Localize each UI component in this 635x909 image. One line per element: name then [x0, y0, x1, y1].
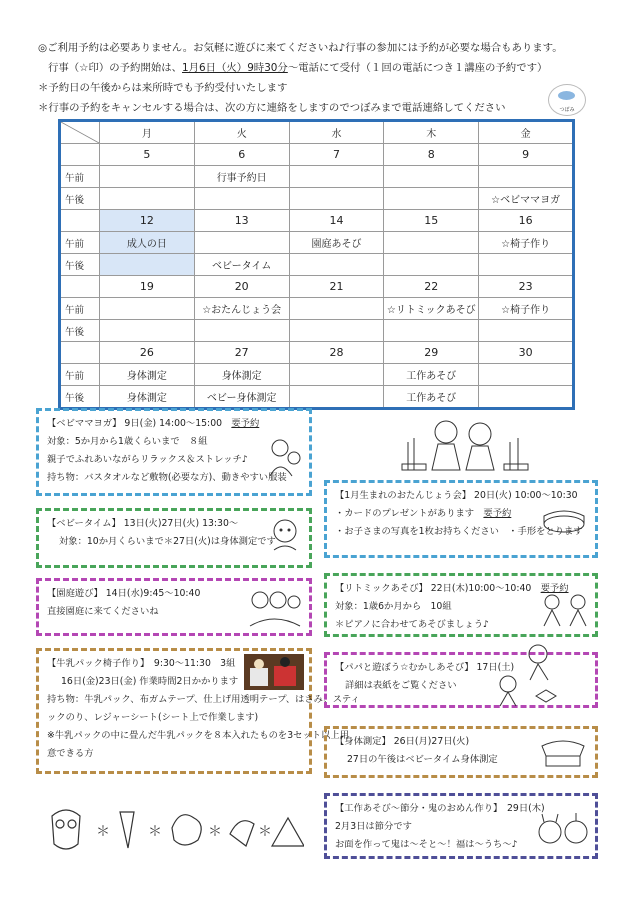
pm-label: 午後 — [60, 320, 100, 342]
event-cell — [289, 364, 384, 386]
event-cell — [384, 320, 479, 342]
event-cell — [289, 254, 384, 276]
week-1-am — [60, 166, 574, 188]
am-label: 午前 — [60, 298, 100, 320]
weekday-tue: 火 — [194, 121, 289, 144]
date-cell: 30 — [479, 342, 574, 364]
event-cell — [100, 166, 195, 188]
event-cell: 身体測定 — [194, 364, 289, 386]
event-title: 【園庭遊び】 14日(水)9:45～10:40 — [47, 588, 201, 599]
date-cell: 6 — [194, 144, 289, 166]
event-cell — [289, 320, 384, 342]
calendar-header-row — [60, 121, 574, 144]
event-cell — [384, 188, 479, 210]
date-cell: 22 — [384, 276, 479, 298]
date-cell: 7 — [289, 144, 384, 166]
event-cell: 工作あそび — [384, 386, 479, 409]
event-cell — [289, 188, 384, 210]
mother-child-illustration — [264, 436, 308, 480]
event-detail: ※牛乳パックの中に畳んだ牛乳パックを８本入れたものを3セット以上用 — [47, 730, 349, 741]
date-cell: 23 — [479, 276, 574, 298]
event-cell: ☆椅子作り — [479, 298, 574, 320]
event-title: 【リトミックあそび】 22日(木)10:00～10:40 — [335, 583, 532, 594]
event-cell — [479, 320, 574, 342]
kids-playing-illustration — [246, 586, 304, 628]
am-label: 午前 — [60, 364, 100, 386]
week-3-am — [60, 298, 574, 320]
week-4-dates — [60, 342, 574, 364]
baby-illustration — [266, 516, 304, 552]
date-cell: 19 — [100, 276, 195, 298]
event-cell: 園庭あそび — [289, 232, 384, 254]
notice-line-2-suffix: ～電話にて受付（１回の電話につき１講座の予約です） — [287, 62, 548, 74]
event-title: 【1月生まれのおたんじょう会】 20日(火) 10:00～10:30 — [335, 490, 578, 501]
milk-carton-chairs-photo — [244, 654, 304, 690]
event-cell — [100, 188, 195, 210]
event-detail: ックのり、レジャーシート(シート上で作業します) — [47, 712, 259, 723]
notice-line-4: ＊行事の予約をキャンセルする場合は、次の方に連絡をしますのでつぼみまで電話連絡してください — [38, 102, 506, 114]
pm-label: 午後 — [60, 254, 100, 276]
event-cell — [100, 320, 195, 342]
oni-masks-illustration — [532, 810, 592, 850]
svg-text:＊: ＊ — [148, 824, 162, 840]
event-cell: 工作あそび — [384, 364, 479, 386]
logo-text: つぼみ — [559, 107, 575, 113]
date-cell: 13 — [194, 210, 289, 232]
event-cell — [289, 298, 384, 320]
week-1-pm — [60, 188, 574, 210]
week-2-dates — [60, 210, 574, 232]
event-detail: 対象：1歳6か月から 10組 — [335, 601, 452, 612]
event-title: 【身体測定】 26日(月)27日(火) — [335, 736, 470, 747]
event-detail: ・お子さまの写真を1枚お持ちください ・手形をとります — [335, 526, 583, 537]
event-cell — [100, 298, 195, 320]
event-detail: 親子でふれあいながらリラックス＆ストレッチ♪ — [47, 454, 248, 465]
week-1-dates — [60, 144, 574, 166]
pm-label: 午後 — [60, 386, 100, 409]
date-cell: 26 — [100, 342, 195, 364]
event-title: 【ベビータイム】 13日(火)27日(火) 13:30～ — [47, 518, 239, 529]
event-cell — [289, 386, 384, 409]
event-detail: 直接園庭に来てくださいね — [47, 606, 159, 617]
event-cell: 行事予約日 — [194, 166, 289, 188]
weekday-mon: 月 — [100, 121, 195, 144]
reservation-tag: 要予約 — [483, 508, 512, 519]
event-cell: ☆ベビママヨガ — [479, 188, 574, 210]
week-2-pm — [60, 254, 574, 276]
week-3-pm — [60, 320, 574, 342]
week-4-am — [60, 364, 574, 386]
date-cell: 20 — [194, 276, 289, 298]
date-cell: 8 — [384, 144, 479, 166]
notice-line-2 — [48, 61, 547, 75]
notice-line-3: ＊予約日の午後からは来所時でも予約受付いたします — [38, 82, 288, 94]
event-cell — [194, 188, 289, 210]
event-title: 【ベビママヨガ】 9日(金) 14:00～15:00 — [47, 418, 223, 429]
event-cell — [194, 320, 289, 342]
spinning-top-kids-illustration — [490, 640, 564, 710]
event-detail: 27日の午後はベビータイム身体測定 — [347, 754, 498, 765]
reservation-tag: 要予約 — [231, 418, 260, 429]
svg-text:＊: ＊ — [258, 824, 272, 840]
event-cell: ☆リトミックあそび — [384, 298, 479, 320]
date-cell: 27 — [194, 342, 289, 364]
event-title: 【牛乳パック椅子作り】 9:30～11:30 3組 — [47, 658, 236, 669]
event-cell: 身体測定 — [100, 364, 195, 386]
event-title: 【パパと遊ぼう☆むかしあそび】 17日(土) — [335, 662, 515, 673]
notice-line-1: ◎ご利用予約は必要ありません。お気軽に遊びに来てくださいね♪行事の参加には予約が必要な場合もあります。 — [38, 42, 563, 54]
event-cell: ベビータイム — [194, 254, 289, 276]
reservation-start-date: 1月6日（火）9時30分 — [182, 62, 288, 74]
event-cell — [384, 232, 479, 254]
calendar-corner — [60, 121, 100, 144]
week-4-pm — [60, 386, 574, 409]
weekday-thu: 木 — [384, 121, 479, 144]
am-label: 午前 — [60, 166, 100, 188]
svg-text:＊: ＊ — [96, 824, 110, 840]
event-detail: お面を作って鬼は～そと～！福は～うち～♪ — [335, 839, 518, 850]
event-cell — [289, 166, 384, 188]
birthday-cake-illustration — [540, 502, 588, 534]
am-label: 午前 — [60, 232, 100, 254]
event-detail: 16日(金)23日(金) 作業時間2日かかります — [61, 676, 239, 687]
event-cell: 身体測定 — [100, 386, 195, 409]
weekday-wed: 水 — [289, 121, 384, 144]
date-cell: 29 — [384, 342, 479, 364]
event-cell — [194, 232, 289, 254]
week-3-dates — [60, 276, 574, 298]
event-cell: ベビー身体測定 — [194, 386, 289, 409]
week-2-am — [60, 232, 574, 254]
event-detail: 意できる方 — [47, 748, 94, 759]
date-cell: 16 — [479, 210, 574, 232]
new-year-decoration-border — [44, 800, 304, 856]
date-cell: 9 — [479, 144, 574, 166]
event-detail: 対象：5か月から1歳くらいまで ８組 — [47, 436, 208, 447]
date-cell-holiday: 12 — [100, 210, 195, 232]
weekday-fri: 金 — [479, 121, 574, 144]
monthly-calendar — [58, 119, 575, 410]
event-title: 【工作あそび～節分・鬼のおめん作り】 29日(木) — [335, 803, 545, 814]
hina-dolls-illustration — [400, 412, 530, 474]
event-detail: 詳細は表紙をご覧ください — [345, 680, 457, 691]
event-detail: 持ち物：バスタオルなど敷物(必要な方)、動きやすい服装 — [47, 472, 287, 483]
date-cell: 15 — [384, 210, 479, 232]
pm-label: 午後 — [60, 188, 100, 210]
event-cell-holiday: 成人の日 — [100, 232, 195, 254]
event-detail: 対象：10か月くらいまで＊27日(火)は身体測定です — [59, 536, 276, 547]
event-detail: 2月3日は節分です — [335, 821, 412, 832]
baby-scale-illustration — [538, 734, 588, 770]
svg-text:＊: ＊ — [208, 824, 222, 840]
event-detail: 持ち物：牛乳パック、布ガムテープ、仕上げ用透明テープ、はさみ、スティ — [47, 694, 360, 705]
notice-line-2-prefix: 行事（☆印）の予約開始は、 — [48, 62, 183, 74]
event-detail: ＊ピアノに合わせてあそびましょう♪ — [335, 619, 489, 630]
event-detail: ・カードのプレゼントがあります — [335, 508, 475, 519]
date-cell: 5 — [100, 144, 195, 166]
event-cell — [384, 254, 479, 276]
date-cell: 14 — [289, 210, 384, 232]
fish-icon — [558, 91, 575, 100]
event-cell — [479, 166, 574, 188]
event-cell — [479, 386, 574, 409]
event-cell — [479, 364, 574, 386]
event-cell — [479, 254, 574, 276]
reservation-tag: 要予約 — [540, 583, 569, 594]
date-cell: 21 — [289, 276, 384, 298]
event-cell: ☆椅子作り — [479, 232, 574, 254]
event-cell: ☆おたんじょう会 — [194, 298, 289, 320]
dancing-kids-illustration — [538, 590, 592, 628]
date-cell: 28 — [289, 342, 384, 364]
tsubomi-logo — [548, 84, 586, 116]
event-cell-holiday — [100, 254, 195, 276]
event-cell — [384, 166, 479, 188]
